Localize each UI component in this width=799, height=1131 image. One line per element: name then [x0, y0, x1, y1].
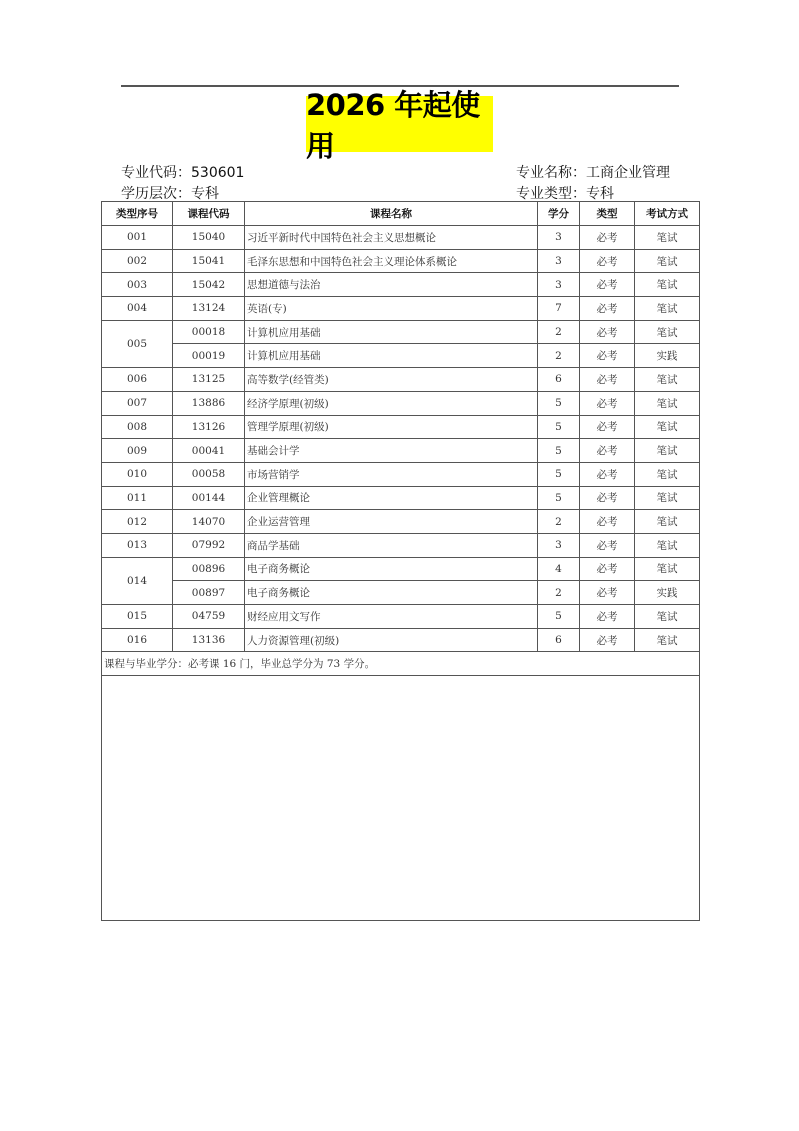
cell-credit: 2	[538, 581, 580, 605]
cell-credit: 2	[538, 344, 580, 368]
cell-credit: 4	[538, 557, 580, 581]
header-name: 课程名称	[245, 202, 538, 226]
cell-seq: 004	[102, 297, 173, 321]
cell-seq: 008	[102, 415, 173, 439]
cell-exam: 实践	[635, 344, 700, 368]
cell-type: 必考	[580, 605, 635, 629]
cell-seq: 014	[102, 557, 173, 604]
cell-type: 必考	[580, 439, 635, 463]
table-row	[102, 273, 700, 297]
cell-seq: 013	[102, 533, 173, 557]
cell-code: 00019	[173, 344, 245, 368]
cell-exam: 笔试	[635, 605, 700, 629]
cell-exam: 笔试	[635, 510, 700, 534]
cell-type: 必考	[580, 486, 635, 510]
blank-area	[102, 676, 700, 921]
cell-seq: 011	[102, 486, 173, 510]
table-header-row	[102, 202, 700, 226]
cell-exam: 笔试	[635, 391, 700, 415]
course-table	[101, 201, 700, 921]
cell-credit: 5	[538, 605, 580, 629]
cell-type: 必考	[580, 415, 635, 439]
cell-name: 管理学原理(初级)	[245, 415, 538, 439]
cell-seq: 005	[102, 320, 173, 367]
blank-row	[102, 676, 700, 921]
cell-code: 00058	[173, 462, 245, 486]
cell-code: 13886	[173, 391, 245, 415]
cell-seq: 015	[102, 605, 173, 629]
cell-name: 毛泽东思想和中国特色社会主义理论体系概论	[245, 249, 538, 273]
table-row	[102, 462, 700, 486]
cell-type: 必考	[580, 320, 635, 344]
cell-type: 必考	[580, 391, 635, 415]
header-type: 类型	[580, 202, 635, 226]
cell-exam: 笔试	[635, 557, 700, 581]
cell-exam: 笔试	[635, 439, 700, 463]
cell-exam: 实践	[635, 581, 700, 605]
table-row	[102, 486, 700, 510]
table-row	[102, 510, 700, 534]
cell-credit: 7	[538, 297, 580, 321]
cell-name: 企业管理概论	[245, 486, 538, 510]
cell-credit: 6	[538, 628, 580, 652]
cell-credit: 5	[538, 391, 580, 415]
cell-exam: 笔试	[635, 320, 700, 344]
header-seq: 类型序号	[102, 202, 173, 226]
cell-code: 00897	[173, 581, 245, 605]
cell-name: 基础会计学	[245, 439, 538, 463]
cell-name: 高等数学(经管类)	[245, 368, 538, 392]
cell-type: 必考	[580, 344, 635, 368]
cell-name: 电子商务概论	[245, 581, 538, 605]
cell-name: 财经应用文写作	[245, 605, 538, 629]
cell-seq: 016	[102, 628, 173, 652]
cell-type: 必考	[580, 273, 635, 297]
cell-seq: 002	[102, 249, 173, 273]
header-exam: 考试方式	[635, 202, 700, 226]
table-row	[102, 628, 700, 652]
cell-code: 15041	[173, 249, 245, 273]
cell-type: 必考	[580, 510, 635, 534]
table-row	[102, 368, 700, 392]
cell-name: 习近平新时代中国特色社会主义思想概论	[245, 226, 538, 250]
cell-code: 04759	[173, 605, 245, 629]
cell-credit: 2	[538, 510, 580, 534]
cell-name: 企业运营管理	[245, 510, 538, 534]
cell-credit: 5	[538, 486, 580, 510]
summary-row	[102, 652, 700, 676]
cell-credit: 3	[538, 273, 580, 297]
cell-type: 必考	[580, 533, 635, 557]
cell-exam: 笔试	[635, 486, 700, 510]
cell-code: 15042	[173, 273, 245, 297]
cell-name: 商品学基础	[245, 533, 538, 557]
cell-credit: 5	[538, 439, 580, 463]
cell-name: 计算机应用基础	[245, 344, 538, 368]
cell-type: 必考	[580, 581, 635, 605]
cell-exam: 笔试	[635, 249, 700, 273]
cell-code: 00041	[173, 439, 245, 463]
cell-exam: 笔试	[635, 628, 700, 652]
table-row	[102, 297, 700, 321]
cell-code: 00144	[173, 486, 245, 510]
cell-credit: 2	[538, 320, 580, 344]
cell-exam: 笔试	[635, 533, 700, 557]
cell-name: 计算机应用基础	[245, 320, 538, 344]
cell-type: 必考	[580, 249, 635, 273]
cell-seq: 007	[102, 391, 173, 415]
cell-credit: 3	[538, 226, 580, 250]
cell-code: 13126	[173, 415, 245, 439]
cell-type: 必考	[580, 297, 635, 321]
cell-credit: 6	[538, 368, 580, 392]
cell-seq: 010	[102, 462, 173, 486]
cell-credit: 5	[538, 415, 580, 439]
title-banner	[306, 88, 493, 163]
table-row	[102, 557, 700, 581]
cell-name: 英语(专)	[245, 297, 538, 321]
cell-name: 市场营销学	[245, 462, 538, 486]
table-row	[102, 226, 700, 250]
cell-seq: 009	[102, 439, 173, 463]
header-code: 课程代码	[173, 202, 245, 226]
cell-exam: 笔试	[635, 273, 700, 297]
cell-seq: 001	[102, 226, 173, 250]
cell-code: 00896	[173, 557, 245, 581]
cell-exam: 笔试	[635, 462, 700, 486]
cell-code: 00018	[173, 320, 245, 344]
table-row	[102, 344, 700, 368]
cell-type: 必考	[580, 368, 635, 392]
cell-seq: 006	[102, 368, 173, 392]
cell-credit: 3	[538, 249, 580, 273]
cell-code: 07992	[173, 533, 245, 557]
cell-type: 必考	[580, 226, 635, 250]
cell-credit: 5	[538, 462, 580, 486]
major-name: 专业名称：工商企业管理	[516, 165, 670, 181]
table-row	[102, 533, 700, 557]
cell-type: 必考	[580, 557, 635, 581]
cell-exam: 笔试	[635, 415, 700, 439]
cell-code: 14070	[173, 510, 245, 534]
cell-name: 思想道德与法治	[245, 273, 538, 297]
cell-seq: 012	[102, 510, 173, 534]
cell-code: 13124	[173, 297, 245, 321]
table-row	[102, 605, 700, 629]
cell-type: 必考	[580, 462, 635, 486]
table-row	[102, 249, 700, 273]
cell-type: 必考	[580, 628, 635, 652]
cell-exam: 笔试	[635, 226, 700, 250]
cell-exam: 笔试	[635, 368, 700, 392]
table-row	[102, 320, 700, 344]
cell-code: 13136	[173, 628, 245, 652]
cell-seq: 003	[102, 273, 173, 297]
header-credit: 学分	[538, 202, 580, 226]
cell-code: 15040	[173, 226, 245, 250]
cell-code: 13125	[173, 368, 245, 392]
cell-exam: 笔试	[635, 297, 700, 321]
table-row	[102, 391, 700, 415]
summary-text: 课程与毕业学分：必考课 16 门，毕业总学分为 73 学分。	[102, 652, 700, 676]
table-row	[102, 415, 700, 439]
document-title: 2026 年起使用	[306, 88, 480, 163]
cell-name: 人力资源管理(初级)	[245, 628, 538, 652]
table-row	[102, 439, 700, 463]
table-row	[102, 581, 700, 605]
cell-name: 经济学原理(初级)	[245, 391, 538, 415]
cell-name: 电子商务概论	[245, 557, 538, 581]
major-type: 专业类型：专科	[516, 186, 614, 202]
major-code: 专业代码：530601	[121, 165, 245, 181]
cell-credit: 3	[538, 533, 580, 557]
education-level: 学历层次：专科	[121, 186, 219, 202]
